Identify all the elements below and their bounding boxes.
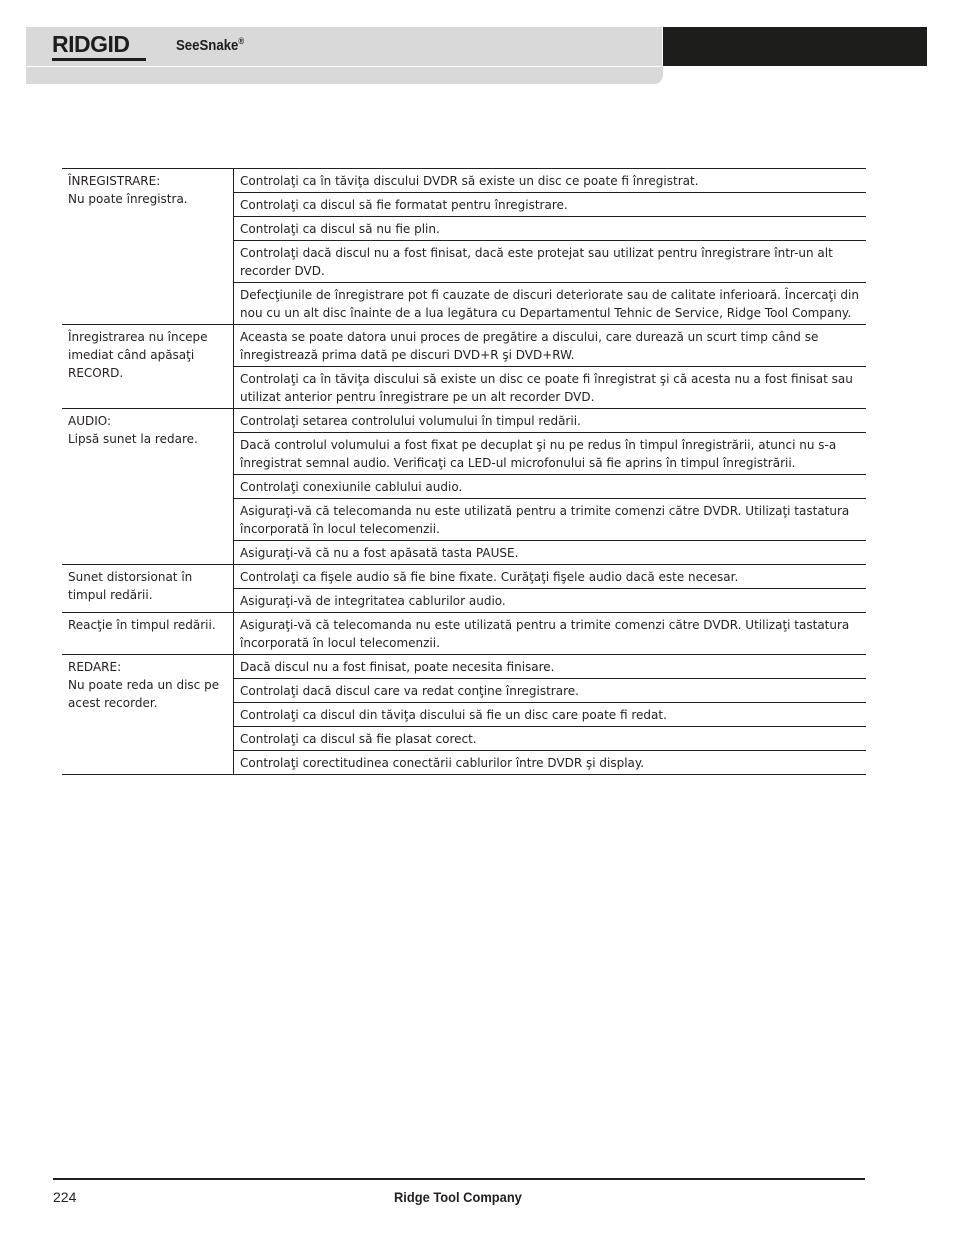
table-row [62,409,866,433]
solution-cell: Asiguraţi-vă de integritatea cablurilor audio. [234,589,867,613]
problem-cell [62,613,234,655]
header-divider [26,66,663,67]
solution-cell: Aceasta se poate datora unui proces de pregătire a discului, care durează un scurt timp când se înregistrează prima dată pe discuri DVD+R şi DVD+RW. [234,325,867,367]
page-number: 224 [53,1189,77,1205]
solution-cell: Asiguraţi-vă că telecomanda nu este utilizată pentru a trimite comenzi către DVDR. Utilizaţi tastatura încorporată în locul telecomenzii. [234,499,867,541]
solution-cell: Defecţiunile de înregistrare pot fi cauzate de discuri deteriorate sau de calitate inferioară. Încercaţi din nou cu un alt disc înainte de a lua legătura cu Departamentul Tehnic de Service, Ridge Tool Company. [234,283,867,325]
solution-cell: Controlaţi ca discul din tăviţa discului să fie un disc care poate fi redat. [234,703,867,727]
header-black-block [663,27,927,66]
solution-cell: Controlaţi ca discul să fie formatat pentru înregistrare. [234,193,867,217]
solution-cell: Controlaţi ca discul să fie plasat corect. [234,727,867,751]
problem-text: Nu poate reda un disc pe acest recorder. [68,678,220,710]
solution-cell: Dacă discul nu a fost finisat, poate necesita finisare. [234,655,867,679]
table-row [62,325,866,367]
solution-cell: Dacă controlul volumului a fost fixat pe decuplat şi nu pe redus în timpul înregistrării, atunci nu s-a înregistrat semnal audio. Verificaţi ca LED-ul microfonului să fie aprins în timpul înregistrării. [234,433,867,475]
ridgid-logo [52,32,152,62]
solution-cell: Controlaţi ca în tăviţa discului să existe un disc ce poate fi înregistrat şi că acesta nu a fost finisat sau utilizat anterior pentru înregistrare pe un alt recorder DVD. [234,367,867,409]
problem-cell [62,655,234,775]
problem-text: AUDIO: [68,414,112,428]
problem-text: Reacţie în timpul redării. [68,618,216,632]
troubleshooting-table-body [62,169,866,775]
table-row [62,565,866,589]
solution-cell: Controlaţi dacă discul care va redat conţine înregistrare. [234,679,867,703]
solution-cell: Asiguraţi-vă că telecomanda nu este utilizată pentru a trimite comenzi către DVDR. Utilizaţi tastatura încorporată în locul telecomenzii. [234,613,867,655]
problem-text: Nu poate înregistra. [68,192,188,206]
problem-text: Înregistrarea nu începe imediat când apăsaţi RECORD. [68,330,208,380]
problem-cell [62,325,234,409]
footer-divider [53,1178,865,1180]
solution-cell: Controlaţi ca fişele audio să fie bine fixate. Curăţaţi fişele audio dacă este necesar. [234,565,867,589]
problem-cell [62,565,234,613]
logo-underline [52,58,146,61]
problem-cell [62,409,234,565]
registered-mark: ® [238,36,245,46]
table-row [62,613,866,655]
solution-cell: Controlaţi conexiunile cablului audio. [234,475,867,499]
problem-text: Sunet distorsionat în timpul redării. [68,570,193,602]
product-title: SeeSnake [176,37,239,54]
problem-text: REDARE: [68,660,122,674]
brand-name: RIDGID [52,31,130,57]
table-row [62,655,866,679]
solution-cell: Asiguraţi-vă că nu a fost apăsată tasta PAUSE. [234,541,867,565]
product-name [176,36,244,54]
solution-cell: Controlaţi ca în tăviţa discului DVDR să existe un disc ce poate fi înregistrat. [234,169,867,193]
problem-text: ÎNREGISTRARE: [68,174,161,188]
solution-cell: Controlaţi ca discul să nu fie plin. [234,217,867,241]
troubleshooting-table [62,168,866,775]
header-sub-bar [26,66,663,84]
solution-cell: Controlaţi dacă discul nu a fost finisat, dacă este protejat sau utilizat pentru înregistrare într-un alt recorder DVD. [234,241,867,283]
table-row [62,169,866,193]
solution-cell: Controlaţi setarea controlului volumului în timpul redării. [234,409,867,433]
problem-text: Lipsă sunet la redare. [68,432,198,446]
solution-cell: Controlaţi corectitudinea conectării cablurilor între DVDR şi display. [234,751,867,775]
problem-cell [62,169,234,325]
footer-company: Ridge Tool Company [394,1189,522,1205]
